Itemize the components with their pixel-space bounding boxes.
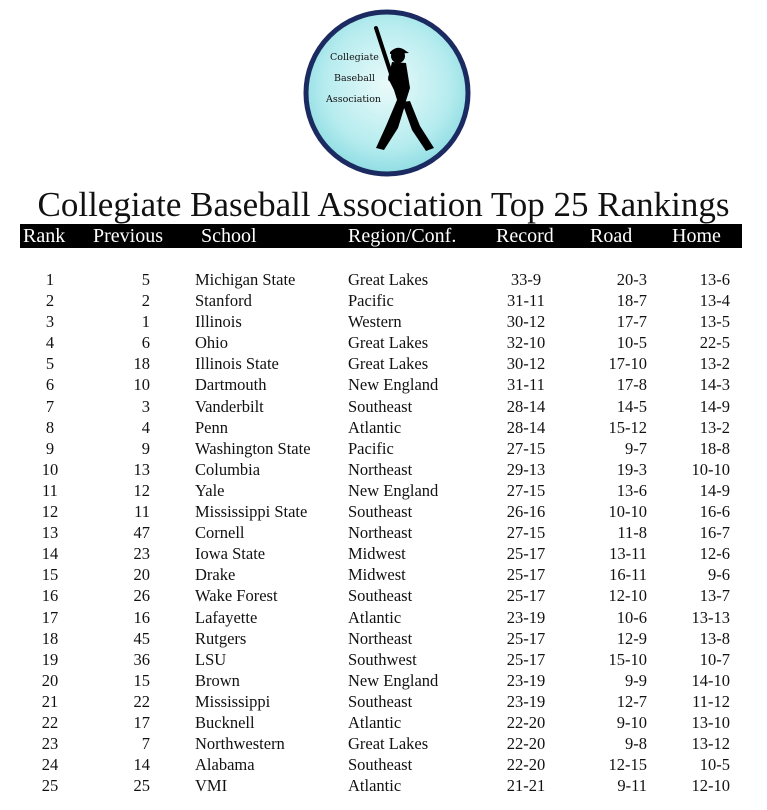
- road-record-cell: 14-5: [616, 396, 647, 416]
- previous-rank-cell: 12: [133, 480, 150, 500]
- table-row: [0, 607, 767, 628]
- rank-cell: 18: [41, 628, 59, 648]
- record-cell: 22-20: [506, 755, 546, 775]
- home-record-cell: 13-4: [699, 291, 730, 311]
- home-record-cell: 14-9: [699, 480, 730, 500]
- school-cell: Vanderbilt: [195, 396, 264, 416]
- table-row: [0, 754, 767, 775]
- road-record-cell: 10-10: [608, 502, 647, 522]
- previous-rank-cell: 4: [141, 417, 150, 437]
- header-previous: Previous: [93, 225, 163, 247]
- table-row: [0, 438, 767, 459]
- road-record-cell: 17-8: [616, 375, 647, 395]
- region-cell: Pacific: [348, 291, 394, 311]
- record-cell: 32-10: [506, 333, 546, 353]
- record-cell: 27-15: [506, 523, 546, 543]
- school-cell: Cornell: [195, 523, 245, 543]
- school-cell: Ohio: [195, 333, 228, 353]
- record-cell: 25-17: [506, 628, 546, 648]
- school-cell: Michigan State: [195, 270, 296, 289]
- school-cell: Bucknell: [195, 712, 255, 732]
- road-record-cell: 9-7: [625, 438, 647, 458]
- region-cell: Southeast: [348, 396, 413, 416]
- rank-cell: 21: [41, 691, 59, 711]
- home-record-cell: 16-6: [699, 502, 730, 522]
- header-home: Home: [672, 225, 721, 247]
- header-region: Region/Conf.: [348, 225, 457, 247]
- school-cell: Wake Forest: [195, 586, 278, 606]
- table-row: [0, 290, 767, 311]
- home-record-cell: 13-7: [699, 586, 730, 606]
- home-record-cell: 12-10: [691, 776, 730, 796]
- previous-rank-cell: 17: [133, 712, 150, 732]
- road-record-cell: 17-10: [608, 354, 647, 374]
- school-cell: Rutgers: [195, 628, 247, 648]
- school-cell: Drake: [195, 565, 236, 585]
- school-cell: VMI: [195, 776, 228, 796]
- region-cell: New England: [348, 670, 439, 690]
- region-cell: Southwest: [348, 649, 417, 669]
- region-cell: Pacific: [348, 438, 394, 458]
- record-cell: 29-13: [506, 459, 546, 479]
- rank-cell: 19: [41, 649, 59, 669]
- rank-cell: 4: [45, 333, 55, 353]
- region-cell: Great Lakes: [348, 734, 429, 754]
- road-record-cell: 12-7: [616, 691, 647, 711]
- region-cell: Atlantic: [348, 712, 402, 732]
- previous-rank-cell: 10: [133, 375, 150, 395]
- previous-rank-cell: 26: [133, 586, 150, 606]
- record-cell: 25-17: [506, 544, 546, 564]
- home-record-cell: 13-13: [691, 607, 730, 627]
- home-record-cell: 13-8: [699, 628, 730, 648]
- record-cell: 23-19: [506, 691, 546, 711]
- home-record-cell: 16-7: [699, 523, 730, 543]
- previous-rank-cell: 45: [133, 628, 150, 648]
- region-cell: Northeast: [348, 459, 413, 479]
- school-cell: Mississippi State: [195, 502, 308, 522]
- record-cell: 22-20: [506, 734, 546, 754]
- school-cell: Penn: [195, 417, 228, 437]
- school-cell: Yale: [195, 480, 225, 500]
- record-cell: 31-11: [507, 375, 545, 395]
- home-record-cell: 13-6: [699, 270, 730, 289]
- school-cell: Iowa State: [195, 544, 266, 564]
- table-row: [0, 564, 767, 585]
- logo-text-line3: Association: [326, 94, 382, 105]
- rank-cell: 9: [45, 438, 55, 458]
- school-cell: Mississippi: [195, 691, 271, 711]
- table-row: [0, 733, 767, 754]
- baseball-batter-logo-icon: [302, 8, 472, 178]
- record-cell: 31-11: [507, 291, 545, 311]
- record-cell: 23-19: [506, 607, 546, 627]
- region-cell: Atlantic: [348, 417, 402, 437]
- table-row: [0, 374, 767, 395]
- record-cell: 25-17: [506, 586, 546, 606]
- region-cell: Northeast: [348, 523, 413, 543]
- table-row: [0, 775, 767, 796]
- region-cell: Southeast: [348, 755, 413, 775]
- previous-rank-cell: 22: [133, 691, 150, 711]
- region-cell: Atlantic: [348, 607, 402, 627]
- rank-cell: 14: [41, 544, 59, 564]
- table-row: [0, 628, 767, 649]
- school-cell: Alabama: [195, 755, 255, 775]
- rank-cell: 10: [41, 459, 59, 479]
- home-record-cell: 12-6: [699, 544, 730, 564]
- table-row: [0, 691, 767, 712]
- home-record-cell: 13-12: [691, 734, 730, 754]
- table-row: [0, 480, 767, 501]
- rank-cell: 25: [41, 776, 59, 796]
- previous-rank-cell: 47: [133, 523, 150, 543]
- previous-rank-cell: 1: [141, 312, 150, 332]
- previous-rank-cell: 20: [133, 565, 150, 585]
- region-cell: Atlantic: [348, 776, 402, 796]
- rank-cell: 3: [45, 312, 55, 332]
- logo-text-line1: Collegiate: [330, 52, 379, 63]
- home-record-cell: 13-2: [699, 354, 730, 374]
- rank-cell: 24: [41, 755, 59, 775]
- previous-rank-cell: 36: [133, 649, 150, 669]
- record-cell: 21-21: [506, 776, 546, 796]
- record-cell: 33-9: [510, 270, 542, 289]
- rank-cell: 12: [41, 502, 59, 522]
- school-cell: Dartmouth: [195, 375, 267, 395]
- rank-cell: 20: [41, 670, 59, 690]
- school-cell: Lafayette: [195, 607, 258, 627]
- record-cell: 28-14: [506, 417, 546, 437]
- table-row: [0, 459, 767, 480]
- previous-rank-cell: 6: [141, 333, 150, 353]
- table-row: [0, 712, 767, 733]
- rank-cell: 22: [41, 712, 59, 732]
- road-record-cell: 16-11: [609, 565, 647, 585]
- home-record-cell: 10-7: [699, 649, 730, 669]
- road-record-cell: 9-9: [625, 670, 647, 690]
- table-row: [0, 501, 767, 522]
- rank-cell: 11: [42, 480, 58, 500]
- school-cell: Illinois: [195, 312, 242, 332]
- rank-cell: 23: [41, 734, 59, 754]
- header-school: School: [201, 225, 257, 247]
- rank-cell: 5: [45, 354, 55, 374]
- table-row: [0, 649, 767, 670]
- home-record-cell: 13-10: [691, 712, 730, 732]
- previous-rank-cell: 11: [134, 502, 150, 522]
- school-cell: LSU: [195, 649, 227, 669]
- previous-rank-cell: 5: [141, 270, 150, 289]
- previous-rank-cell: 13: [133, 459, 150, 479]
- header-rank: Rank: [23, 225, 66, 247]
- school-cell: Northwestern: [195, 734, 285, 754]
- home-record-cell: 22-5: [699, 333, 730, 353]
- road-record-cell: 13-11: [609, 544, 647, 564]
- home-record-cell: 14-9: [699, 396, 730, 416]
- previous-rank-cell: 14: [133, 755, 150, 775]
- home-record-cell: 14-3: [699, 375, 730, 395]
- previous-rank-cell: 23: [133, 544, 150, 564]
- record-cell: 27-15: [506, 438, 546, 458]
- table-row: [0, 311, 767, 332]
- rank-cell: 8: [45, 417, 55, 437]
- table-row: [0, 585, 767, 606]
- table-row: [0, 353, 767, 374]
- rank-cell: 2: [45, 291, 55, 311]
- previous-rank-cell: 9: [141, 438, 150, 458]
- region-cell: Midwest: [348, 544, 406, 564]
- region-cell: Western: [348, 312, 402, 332]
- record-cell: 22-20: [506, 712, 546, 732]
- region-cell: Southeast: [348, 691, 413, 711]
- region-cell: Great Lakes: [348, 354, 429, 374]
- rank-cell: 13: [41, 523, 59, 543]
- road-record-cell: 9-10: [616, 712, 647, 732]
- rank-cell: 6: [45, 375, 55, 395]
- header-record: Record: [496, 225, 554, 247]
- previous-rank-cell: 16: [133, 607, 150, 627]
- region-cell: Southeast: [348, 586, 413, 606]
- rank-cell: 7: [45, 396, 55, 416]
- home-record-cell: 10-5: [699, 755, 730, 775]
- school-cell: Stanford: [195, 291, 252, 311]
- table-row: [0, 417, 767, 438]
- school-cell: Washington State: [195, 438, 311, 458]
- record-cell: 25-17: [506, 565, 546, 585]
- road-record-cell: 10-6: [616, 607, 647, 627]
- record-cell: 25-17: [506, 649, 546, 669]
- home-record-cell: 10-10: [691, 459, 730, 479]
- region-cell: Northeast: [348, 628, 413, 648]
- region-cell: Great Lakes: [348, 333, 429, 353]
- region-cell: New England: [348, 480, 439, 500]
- table-row: [0, 269, 767, 290]
- road-record-cell: 18-7: [616, 291, 647, 311]
- association-logo: [302, 8, 472, 178]
- road-record-cell: 13-6: [616, 480, 647, 500]
- home-record-cell: 13-5: [699, 312, 730, 332]
- rank-cell: 17: [41, 607, 59, 627]
- previous-rank-cell: 3: [141, 396, 150, 416]
- road-record-cell: 12-15: [608, 755, 647, 775]
- record-cell: 23-19: [506, 670, 546, 690]
- previous-rank-cell: 7: [141, 734, 150, 754]
- home-record-cell: 18-8: [699, 438, 730, 458]
- home-record-cell: 11-12: [692, 691, 730, 711]
- table-row: [0, 543, 767, 564]
- region-cell: Southeast: [348, 502, 413, 522]
- previous-rank-cell: 25: [133, 776, 150, 796]
- table-row: [0, 522, 767, 543]
- home-record-cell: 13-2: [699, 417, 730, 437]
- table-row: [0, 396, 767, 417]
- region-cell: New England: [348, 375, 439, 395]
- table-header: [20, 224, 742, 248]
- logo-text-line2: Baseball: [334, 73, 375, 84]
- previous-rank-cell: 15: [133, 670, 150, 690]
- header-road: Road: [590, 225, 633, 247]
- rank-cell: 1: [45, 270, 55, 289]
- table-row: [0, 670, 767, 691]
- road-record-cell: 11-8: [617, 523, 647, 543]
- region-cell: Midwest: [348, 565, 406, 585]
- road-record-cell: 19-3: [616, 459, 647, 479]
- record-cell: 28-14: [506, 396, 546, 416]
- page-title: Collegiate Baseball Association Top 25 Rankings: [37, 185, 730, 224]
- road-record-cell: 10-5: [616, 333, 647, 353]
- school-cell: Brown: [195, 670, 240, 690]
- school-cell: Illinois State: [195, 354, 279, 374]
- road-record-cell: 20-3: [616, 270, 647, 289]
- home-record-cell: 9-6: [708, 565, 730, 585]
- road-record-cell: 12-10: [608, 586, 647, 606]
- road-record-cell: 17-7: [616, 312, 647, 332]
- home-record-cell: 14-10: [691, 670, 730, 690]
- table-row: [0, 332, 767, 353]
- rank-cell: 15: [41, 565, 59, 585]
- road-record-cell: 15-10: [608, 649, 647, 669]
- record-cell: 26-16: [506, 502, 546, 522]
- road-record-cell: 12-9: [616, 628, 647, 648]
- rankings-table-body: [0, 269, 767, 796]
- school-cell: Columbia: [195, 459, 261, 479]
- record-cell: 30-12: [506, 354, 546, 374]
- rank-cell: 16: [41, 586, 59, 606]
- road-record-cell: 9-8: [625, 734, 647, 754]
- road-record-cell: 15-12: [608, 417, 647, 437]
- record-cell: 30-12: [506, 312, 546, 332]
- record-cell: 27-15: [506, 480, 546, 500]
- region-cell: Great Lakes: [348, 270, 429, 289]
- road-record-cell: 9-11: [617, 776, 647, 796]
- previous-rank-cell: 2: [141, 291, 150, 311]
- previous-rank-cell: 18: [133, 354, 150, 374]
